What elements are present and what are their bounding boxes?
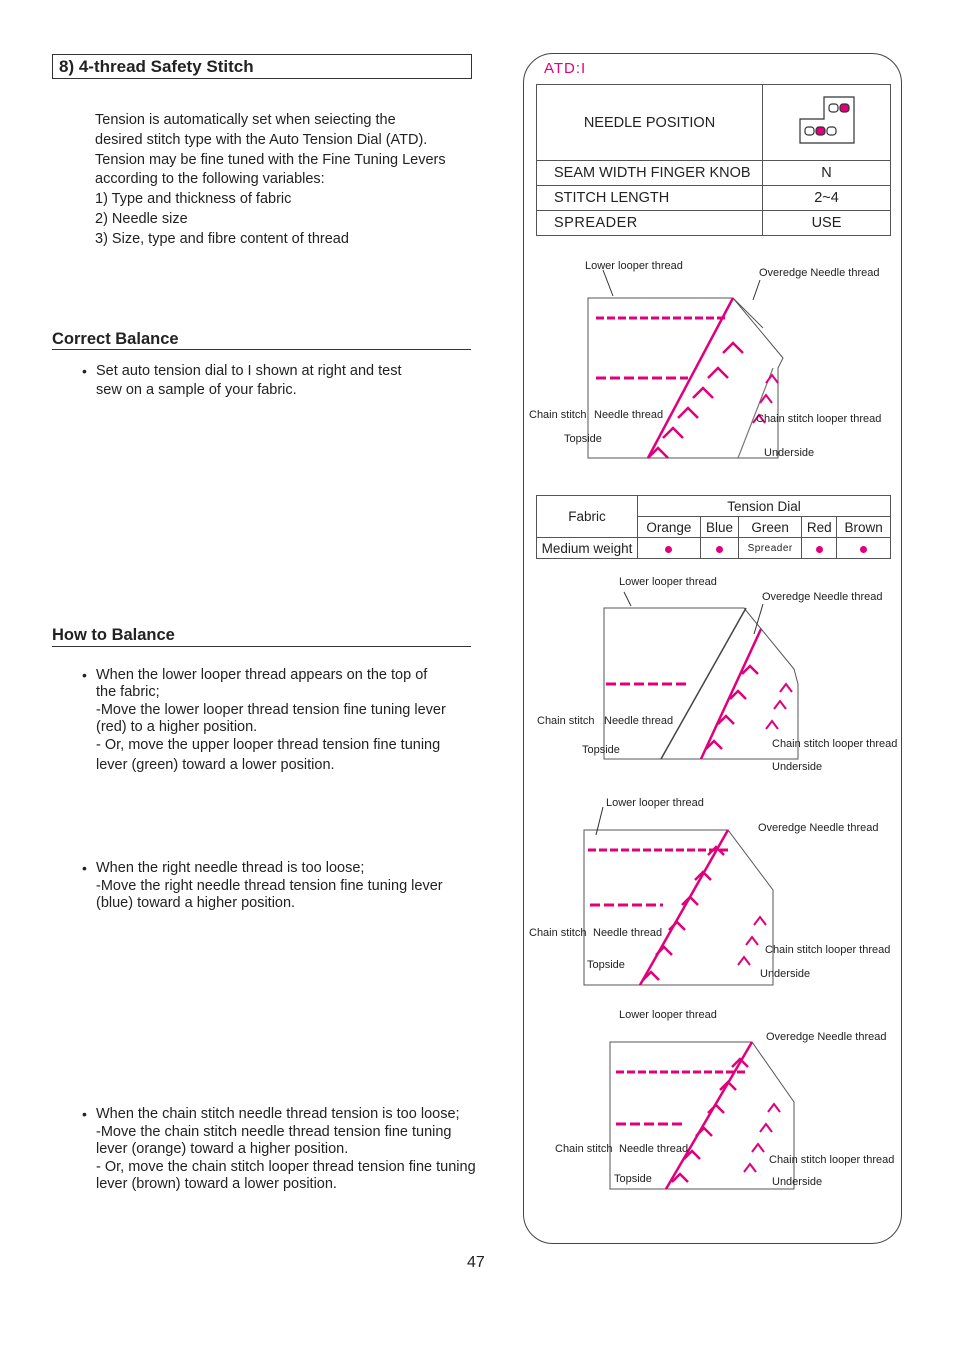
- intro-paragraph: [95, 111, 475, 250]
- list-item-line: (red) to a higher position.: [96, 719, 258, 736]
- diagram-label: Topside: [614, 1173, 652, 1185]
- diagram-label: Needle thread: [593, 927, 663, 939]
- intro-line: desired stitch type with the Auto Tension Dial (ATD).: [95, 131, 428, 148]
- tension-column-header: Blue: [700, 517, 738, 538]
- list-item-line: the fabric;: [96, 684, 160, 701]
- tension-column-header: Green: [739, 517, 802, 538]
- tension-dial-header: Tension Dial: [638, 496, 891, 517]
- intro-line: Tension is automatically set when seiecting the: [95, 112, 396, 128]
- spreader-cell: Spreader: [739, 538, 802, 559]
- spec-row-value: 2~4: [763, 186, 891, 211]
- list-item: [82, 1106, 492, 1194]
- list-item: [82, 667, 472, 774]
- diagram-label: Needle thread: [619, 1143, 689, 1155]
- list-item-line: • Set auto tension dial to I shown at right and test: [96, 363, 402, 379]
- list-item-line: • When the right needle thread is too loose;: [96, 860, 365, 876]
- list-item-line: - Or, move the chain stitch looper thread tension fine tuning: [96, 1158, 476, 1175]
- diagram-label: Lower looper thread: [606, 797, 704, 809]
- list-item-line: • When the lower looper thread appears on the top of: [96, 667, 428, 683]
- spec-row-label: STITCH LENGTH: [537, 186, 763, 211]
- tension-cell: [837, 538, 891, 559]
- tension-dot-icon: [860, 546, 867, 553]
- needle-position-label: NEEDLE POSITION: [537, 85, 763, 161]
- spec-row-value: N: [763, 161, 891, 186]
- diagram-label: Topside: [582, 744, 620, 756]
- diagram-label: Lower looper thread: [585, 260, 683, 272]
- intro-line: 2) Needle size: [95, 210, 188, 227]
- list-item-line: • When the chain stitch needle thread tension is too loose;: [96, 1106, 460, 1122]
- diagram-label: Topside: [564, 433, 602, 445]
- atd-label: ATD:I: [544, 60, 587, 77]
- diagram-label: Lower looper thread: [619, 576, 717, 588]
- diagram-label: Chain stitch looper thread: [769, 1154, 895, 1166]
- stitch-diagram-4: [554, 1007, 900, 1207]
- how-to-balance-item-2: [82, 860, 472, 913]
- diagram-label: Underside: [764, 447, 815, 459]
- list-item: [82, 860, 472, 913]
- list-item-line: lever (brown) toward a lower position.: [96, 1176, 337, 1192]
- section-title-box: [52, 54, 472, 79]
- diagram-label: Chain stitch: [529, 927, 587, 939]
- fabric-row-label: Medium weight: [537, 538, 638, 559]
- diagram-label: Overedge Needle thread: [766, 1031, 887, 1043]
- list-item-line: -Move the lower looper thread tension fine tuning lever: [96, 701, 446, 718]
- tension-column-header: Orange: [638, 517, 701, 538]
- tension-cell: [700, 538, 738, 559]
- fabric-header: Fabric: [537, 496, 638, 538]
- spec-row-value: USE: [763, 211, 891, 236]
- list-item-line: lever (orange) toward a higher position.: [96, 1141, 349, 1157]
- intro-line: 3) Size, type and fibre content of thread: [95, 230, 349, 247]
- diagram-label: Underside: [760, 968, 811, 980]
- spec-row-label: SPREADER: [537, 211, 763, 236]
- list-item-line: - Or, move the upper looper thread tension fine tuning: [96, 736, 441, 753]
- how-to-balance-item-1: [82, 667, 472, 774]
- needle-position-icon: [763, 85, 891, 161]
- list-item-line: -Move the chain stitch needle thread tension fine tuning: [96, 1123, 452, 1140]
- diagram-label: Chain stitch: [537, 715, 595, 727]
- spec-table: [536, 84, 891, 236]
- how-to-balance-item-3: [82, 1106, 492, 1194]
- list-item: [82, 362, 462, 399]
- diagram-label: Needle thread: [604, 715, 674, 727]
- diagram-label: Chain stitch looper thread: [765, 944, 891, 956]
- diagram-label: Overedge Needle thread: [758, 822, 879, 834]
- correct-balance-rule: [52, 349, 471, 350]
- tension-dot-icon: [716, 546, 723, 553]
- tension-cell: [638, 538, 701, 559]
- diagram-label: Overedge Needle thread: [759, 267, 880, 279]
- diagram-label: Underside: [772, 761, 823, 773]
- diagram-label: Underside: [772, 1176, 823, 1188]
- list-item-line: (blue) toward a higher position.: [96, 895, 296, 912]
- tension-cell: [802, 538, 837, 559]
- diagram-label: Chain stitch looper thread: [772, 738, 898, 750]
- diagram-label: Chain stitch looper thread: [756, 413, 882, 425]
- stitch-diagram-1: [528, 258, 898, 468]
- correct-balance-heading: Correct Balance: [52, 330, 179, 348]
- stitch-diagram-3: [528, 795, 898, 995]
- list-item-line: lever (green) toward a lower position.: [96, 757, 335, 774]
- spec-row-label: SEAM WIDTH FINGER KNOB: [537, 161, 763, 186]
- diagram-label: Overedge Needle thread: [762, 591, 883, 603]
- correct-balance-list: [82, 362, 462, 399]
- diagram-label: Topside: [587, 959, 625, 971]
- list-item-line: sew on a sample of your fabric.: [96, 381, 297, 398]
- section-title: 8) 4-thread Safety Stitch: [59, 57, 254, 76]
- list-item-line: -Move the right needle thread tension fine tuning lever: [96, 877, 443, 894]
- diagram-label: Needle thread: [594, 409, 664, 421]
- diagram-label: Lower looper thread: [619, 1009, 717, 1021]
- diagram-label: Chain stitch: [529, 409, 587, 421]
- stitch-diagram-2: [536, 574, 902, 779]
- intro-line: according to the following variables:: [95, 171, 325, 188]
- tension-column-header: Brown: [837, 517, 891, 538]
- tension-column-header: Red: [802, 517, 837, 538]
- tension-dot-icon: [816, 546, 823, 553]
- how-to-balance-rule: [52, 646, 471, 647]
- diagram-label: Chain stitch: [555, 1143, 613, 1155]
- tension-dot-icon: [665, 546, 672, 553]
- page-number: 47: [467, 1254, 485, 1271]
- intro-line: 1) Type and thickness of fabric: [95, 191, 292, 208]
- intro-line: Tension may be fine tuned with the Fine Tuning Levers: [95, 151, 446, 168]
- how-to-balance-heading: How to Balance: [52, 626, 175, 644]
- tension-table: [536, 495, 891, 559]
